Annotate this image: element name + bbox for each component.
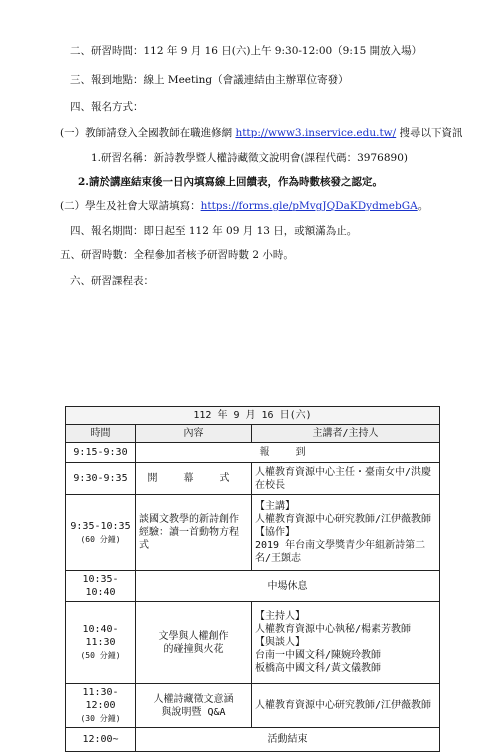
- public-registration-prefix: (二）學生及社會大眾請填寫：: [60, 200, 201, 212]
- row-content: 人權詩藏徵文意涵 與說明暨 Q&A: [136, 684, 252, 728]
- row-content: 文學與人權創作 的碰撞與火花: [136, 602, 252, 684]
- table-header-row: [66, 425, 440, 443]
- item-4-registration-heading: 四、報名方式：: [70, 101, 144, 113]
- table-row: [66, 463, 440, 495]
- table-row: [66, 684, 440, 728]
- row-speaker: 人權教育資源中心主任・臺南女中/洪慶在校長: [252, 463, 440, 495]
- row-speaker: 【主持人】 人權教育資源中心執秘/楊素芳教師 【與談人】 台南一中國文科/陳婉玲教師 板橋高中國文科/黃文儀教師: [252, 602, 440, 684]
- schedule-heading: 六、研習課程表：: [70, 275, 154, 287]
- row-time: 9:30-9:35: [66, 463, 136, 495]
- teacher-registration-suffix: 搜尋以下資訊: [396, 127, 463, 139]
- schedule-table-wrapper: [65, 406, 439, 752]
- header-speaker: 主講者/主持人: [252, 425, 440, 443]
- public-registration-line: [60, 199, 428, 213]
- table-row: [66, 571, 440, 602]
- feedback-notice: 2.請於講座結束後一日內填寫線上回饋表，作為時數核發之認定。: [78, 176, 383, 188]
- row-time: 12:00~: [66, 728, 136, 752]
- study-hours: 五、研習時數：全程參加者核予研習時數 2 小時。: [60, 249, 294, 261]
- course-name-line: 1.研習名稱：新詩教學暨人權詩藏徵文說明會(課程代碼：3976890): [91, 152, 408, 164]
- row-time: 11:30-12:00 (30 分鐘): [66, 684, 136, 728]
- row-merged: 活動結束: [136, 728, 440, 752]
- public-registration-suffix: 。: [417, 200, 429, 212]
- row-merged: 報 到: [136, 443, 440, 463]
- row-time: 10:35-10:40: [66, 571, 136, 602]
- item-3-checkin-location: 三、報到地點：線上 Meeting（會議連結由主辦單位寄發）: [70, 74, 349, 86]
- row-merged: 中場休息: [136, 571, 440, 602]
- table-row: [66, 443, 440, 463]
- table-row: [66, 495, 440, 571]
- teacher-registration-prefix: (一）教師請登入全國教師在職進修網: [60, 127, 236, 139]
- row-content: 談國文教學的新詩創作經驗：讀一首動物方程式: [136, 495, 252, 571]
- row-content: 開 幕 式: [136, 463, 252, 495]
- row-time: 9:35-10:35 (60 分鐘): [66, 495, 136, 571]
- registration-period: 四、報名期間：即日起至 112 年 09 月 13 日，或額滿為止。: [70, 225, 358, 237]
- header-time: 時間: [66, 425, 136, 443]
- inservice-link[interactable]: http://www3.inservice.edu.tw/: [235, 127, 397, 139]
- table-row: [66, 602, 440, 684]
- header-content: 內容: [136, 425, 252, 443]
- item-2-study-time: 二、研習時間：112 年 9 月 16 日(六)上午 9:30-12:00（9:15 開放入場）: [70, 45, 423, 57]
- teacher-registration-line: [60, 126, 463, 140]
- table-row: [66, 728, 440, 752]
- row-time: 10:40-11:30 (50 分鐘): [66, 602, 136, 684]
- row-time: 9:15-9:30: [66, 443, 136, 463]
- schedule-date: 112 年 9 月 16 日(六): [66, 407, 440, 425]
- schedule-table: [65, 406, 440, 752]
- row-speaker: 人權教育資源中心研究教師/江伊薇教師: [252, 684, 440, 728]
- google-form-link[interactable]: https://forms.gle/pMvgJQDaKDydmebGA: [200, 200, 418, 212]
- row-speaker: 【主講】 人權教育資源中心研究教師/江伊薇教師 【協作】 2019 年台南文學獎青少年組新詩第二名/王顗志: [252, 495, 440, 571]
